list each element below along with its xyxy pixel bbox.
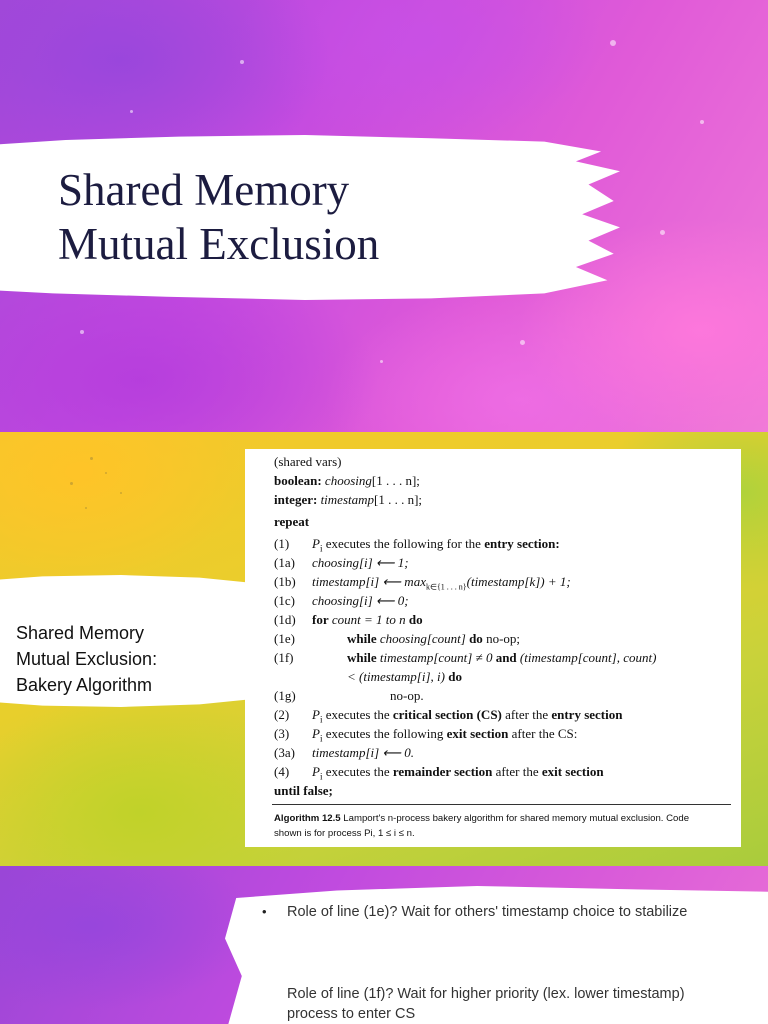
code-line-1g	[274, 687, 424, 704]
var: P	[312, 764, 320, 779]
sparkle	[660, 230, 665, 235]
keyword: exit section	[446, 726, 509, 741]
discussion-slide	[0, 866, 768, 1024]
title-slide	[0, 0, 768, 432]
line-number: (3a)	[274, 745, 295, 760]
subscript: i	[319, 714, 323, 725]
code-text: [1 . . . n];	[374, 492, 423, 507]
keyword: repeat	[274, 514, 310, 529]
keyword: while	[347, 650, 377, 665]
code-text: no-op;	[482, 631, 521, 646]
sparkle	[610, 40, 616, 46]
sparkle	[80, 330, 84, 334]
line-number: (4)	[274, 764, 290, 779]
keyword: entry section:	[484, 536, 560, 551]
subscript: i	[319, 543, 323, 554]
code-text: timestamp[i] ⟵ 0.	[312, 745, 415, 760]
code-text: executes the following for the	[322, 536, 485, 551]
keyword: until false;	[274, 783, 333, 798]
keyword: integer:	[274, 492, 318, 507]
line-number: (1a)	[274, 555, 295, 570]
title-line-2: Mutual Exclusion	[58, 219, 380, 269]
speckle	[70, 482, 73, 485]
code-text: after the	[501, 707, 552, 722]
line-number: (1d)	[274, 612, 296, 627]
code-line-3a	[274, 744, 414, 761]
speckle	[105, 472, 107, 474]
code-line-1f	[274, 649, 656, 666]
slide-title	[58, 163, 379, 271]
code-line-shared-vars	[274, 453, 342, 470]
caption-divider	[272, 804, 731, 805]
code-text: executes the	[322, 764, 393, 779]
code-line-boolean	[274, 472, 420, 489]
line-number: (1b)	[274, 574, 296, 589]
sparkle	[520, 340, 525, 345]
subtitle-line-3: Bakery Algorithm	[16, 675, 153, 695]
algorithm-figure	[245, 449, 741, 847]
code-text: choosing[count]	[376, 631, 470, 646]
code-text: (timestamp[count], count)	[516, 650, 657, 665]
code-text: count = 1 to n	[328, 612, 409, 627]
keyword: remainder section	[392, 764, 493, 779]
keyword: while	[347, 631, 377, 646]
subtitle-line-1: Shared Memory	[16, 623, 145, 643]
list-item: Role of line (1f)? Wait for higher priority (lex. lower timestamp) process to enter CS	[287, 986, 685, 1022]
keyword: do	[408, 612, 423, 627]
sparkle	[130, 110, 133, 113]
line-number: (1e)	[274, 631, 295, 646]
keyword: critical section (CS)	[392, 707, 502, 722]
code-text: (timestamp[k]) + 1;	[466, 574, 571, 589]
code-text: < (timestamp[i], i)	[347, 669, 449, 684]
bullet-icon: •	[262, 904, 267, 919]
subscript: i	[319, 771, 323, 782]
code-line-1a	[274, 554, 409, 571]
line-number: (1c)	[274, 593, 295, 608]
line-number: (1)	[274, 536, 290, 551]
var: P	[312, 536, 320, 551]
code-text: (shared vars)	[274, 454, 342, 469]
code-line-1d	[274, 611, 423, 628]
keyword: exit section	[541, 764, 604, 779]
code-text: after the	[492, 764, 542, 779]
keyword: entry section	[551, 707, 623, 722]
code-text: timestamp[count] ≠ 0	[376, 650, 496, 665]
keyword: and	[495, 650, 517, 665]
code-line-until	[274, 782, 333, 799]
keyword: boolean:	[274, 473, 322, 488]
code-line-1c	[274, 592, 409, 609]
code-line-1e	[274, 630, 520, 647]
code-text: timestamp[i] ⟵ max	[312, 574, 426, 589]
list-item: Role of line (1e)? Wait for others' timestamp choice to stabilize	[287, 904, 688, 920]
title-line-1: Shared Memory	[58, 165, 350, 215]
sparkle	[380, 360, 383, 363]
line-number: (1f)	[274, 650, 294, 665]
speckle	[90, 457, 93, 460]
var: choosing	[324, 473, 372, 488]
subscript: i	[319, 733, 323, 744]
code-text: executes the	[322, 707, 393, 722]
code-line-repeat	[274, 513, 309, 530]
speckle	[85, 507, 87, 509]
line-number: (3)	[274, 726, 290, 741]
sparkle	[240, 60, 244, 64]
code-text: choosing[i] ⟵ 1;	[312, 555, 409, 570]
caption-text: Lamport's n-process bakery algorithm for shared memory mutual exclusion. Code	[340, 813, 690, 824]
algorithm-caption	[274, 811, 729, 841]
line-number: (1g)	[274, 688, 296, 703]
code-line-1f-cont	[347, 668, 462, 685]
subtitle-line-2: Mutual Exclusion:	[16, 649, 158, 669]
code-text: [1 . . . n];	[371, 473, 420, 488]
line-number: (2)	[274, 707, 290, 722]
code-text: executes the following	[322, 726, 447, 741]
var: P	[312, 726, 320, 741]
sparkle	[700, 120, 704, 124]
code-text: choosing[i] ⟵ 0;	[312, 593, 409, 608]
caption-text: shown is for process Pi, 1 ≤ i ≤ n.	[274, 828, 415, 839]
keyword: do	[448, 669, 462, 684]
bakery-slide	[0, 432, 768, 866]
subscript: k∈{1 . . . n}	[425, 582, 467, 592]
var: timestamp	[320, 492, 375, 507]
slide-subtitle	[16, 620, 241, 698]
keyword: for	[312, 612, 329, 627]
code-line-integer	[274, 491, 422, 508]
code-text: no-op.	[390, 688, 424, 703]
speckle	[120, 492, 122, 494]
var: P	[312, 707, 320, 722]
keyword: do	[469, 631, 483, 646]
caption-label: Algorithm 12.5	[274, 813, 341, 824]
code-text: after the CS:	[508, 726, 578, 741]
